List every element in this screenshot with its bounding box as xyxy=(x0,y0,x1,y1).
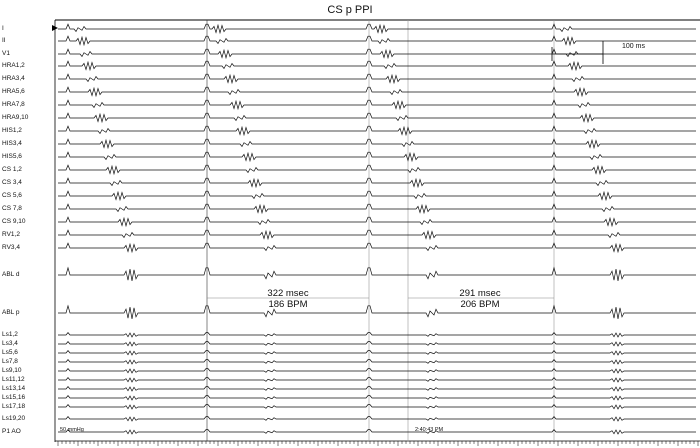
channel-label: Ls11,12 xyxy=(2,376,25,383)
channel-trace xyxy=(58,126,696,135)
timestamp: 2:40:43 PM xyxy=(415,427,444,433)
channel-label: HIS1,2 xyxy=(2,127,22,134)
channel-trace xyxy=(58,191,696,200)
channel-label: CS 5,6 xyxy=(2,192,22,199)
channel-label: CS 9,10 xyxy=(2,218,26,225)
channel-trace xyxy=(58,333,696,337)
channel-label: HRA3,4 xyxy=(2,75,25,82)
channel-label: P1 AO xyxy=(2,428,21,435)
channel-label: HIS3,4 xyxy=(2,140,22,147)
measurement-1 xyxy=(248,288,328,310)
channel-trace xyxy=(58,49,696,58)
time-ruler-ticks xyxy=(58,441,698,446)
channel-label: CS 1,2 xyxy=(2,166,22,173)
channel-label: HRA7,8 xyxy=(2,101,25,108)
channel-trace xyxy=(58,139,696,148)
channel-label: Ls9,10 xyxy=(2,367,22,374)
channel-label: II xyxy=(2,37,6,44)
channel-label: Ls3,4 xyxy=(2,340,18,347)
channel-trace xyxy=(58,268,696,281)
channel-trace xyxy=(58,378,696,382)
channel-trace xyxy=(58,360,696,364)
channel-label: RV1,2 xyxy=(2,231,20,238)
channel-label: HRA1,2 xyxy=(2,62,25,69)
channel-trace xyxy=(58,100,696,109)
channel-label: RV3,4 xyxy=(2,244,20,251)
measurement-2-interval: 291 msec xyxy=(459,288,501,299)
channel-label: ABL p xyxy=(2,309,20,316)
channel-trace xyxy=(58,369,696,373)
channel-trace xyxy=(58,36,696,45)
scale-bar-label: 100 ms xyxy=(622,43,645,50)
channel-trace xyxy=(58,351,696,355)
channel-label: V1 xyxy=(2,50,10,57)
channel-label: Ls7,8 xyxy=(2,358,18,365)
channel-trace xyxy=(58,387,696,391)
channel-trace xyxy=(58,230,696,239)
channel-trace xyxy=(58,87,696,96)
channel-trace xyxy=(58,342,696,346)
channel-trace xyxy=(58,417,696,421)
channel-label: HRA9,10 xyxy=(2,114,29,121)
channel-label: ABL d xyxy=(2,271,20,278)
channel-trace xyxy=(58,152,696,161)
channel-traces xyxy=(58,24,696,434)
channel-trace xyxy=(58,113,696,122)
channel-trace xyxy=(58,396,696,400)
measurement-1-interval: 322 msec xyxy=(267,288,309,299)
channel-trace xyxy=(58,204,696,213)
measurement-2 xyxy=(440,288,520,310)
channel-trace xyxy=(58,217,696,226)
channel-label: CS 7,8 xyxy=(2,205,22,212)
channel-label: Ls17,18 xyxy=(2,403,26,410)
channel-trace xyxy=(58,243,696,252)
channel-label: Ls13,14 xyxy=(2,385,26,392)
channel-label: Ls5,6 xyxy=(2,349,18,356)
ao-scale-label: 50 mmHg xyxy=(60,427,84,433)
page-title: CS p PPI xyxy=(327,4,373,16)
channel-label: Ls15,16 xyxy=(2,394,26,401)
channel-trace xyxy=(58,430,696,434)
channel-label: I xyxy=(2,25,4,32)
measurement-1-rate: 186 BPM xyxy=(268,299,308,310)
channel-trace xyxy=(58,405,696,409)
channel-trace xyxy=(58,306,696,319)
channel-label: HRA5,6 xyxy=(2,88,25,95)
channel-trace xyxy=(58,24,696,33)
channel-label: Ls1,2 xyxy=(2,331,18,338)
channel-label: Ls19,20 xyxy=(2,415,26,422)
channel-trace xyxy=(58,178,696,187)
channel-trace xyxy=(58,165,696,174)
channel-label: CS 3,4 xyxy=(2,179,22,186)
channel-label: HIS5,6 xyxy=(2,153,22,160)
measurement-2-rate: 206 BPM xyxy=(460,299,500,310)
channel-trace xyxy=(58,74,696,83)
channel-trace xyxy=(58,61,696,70)
